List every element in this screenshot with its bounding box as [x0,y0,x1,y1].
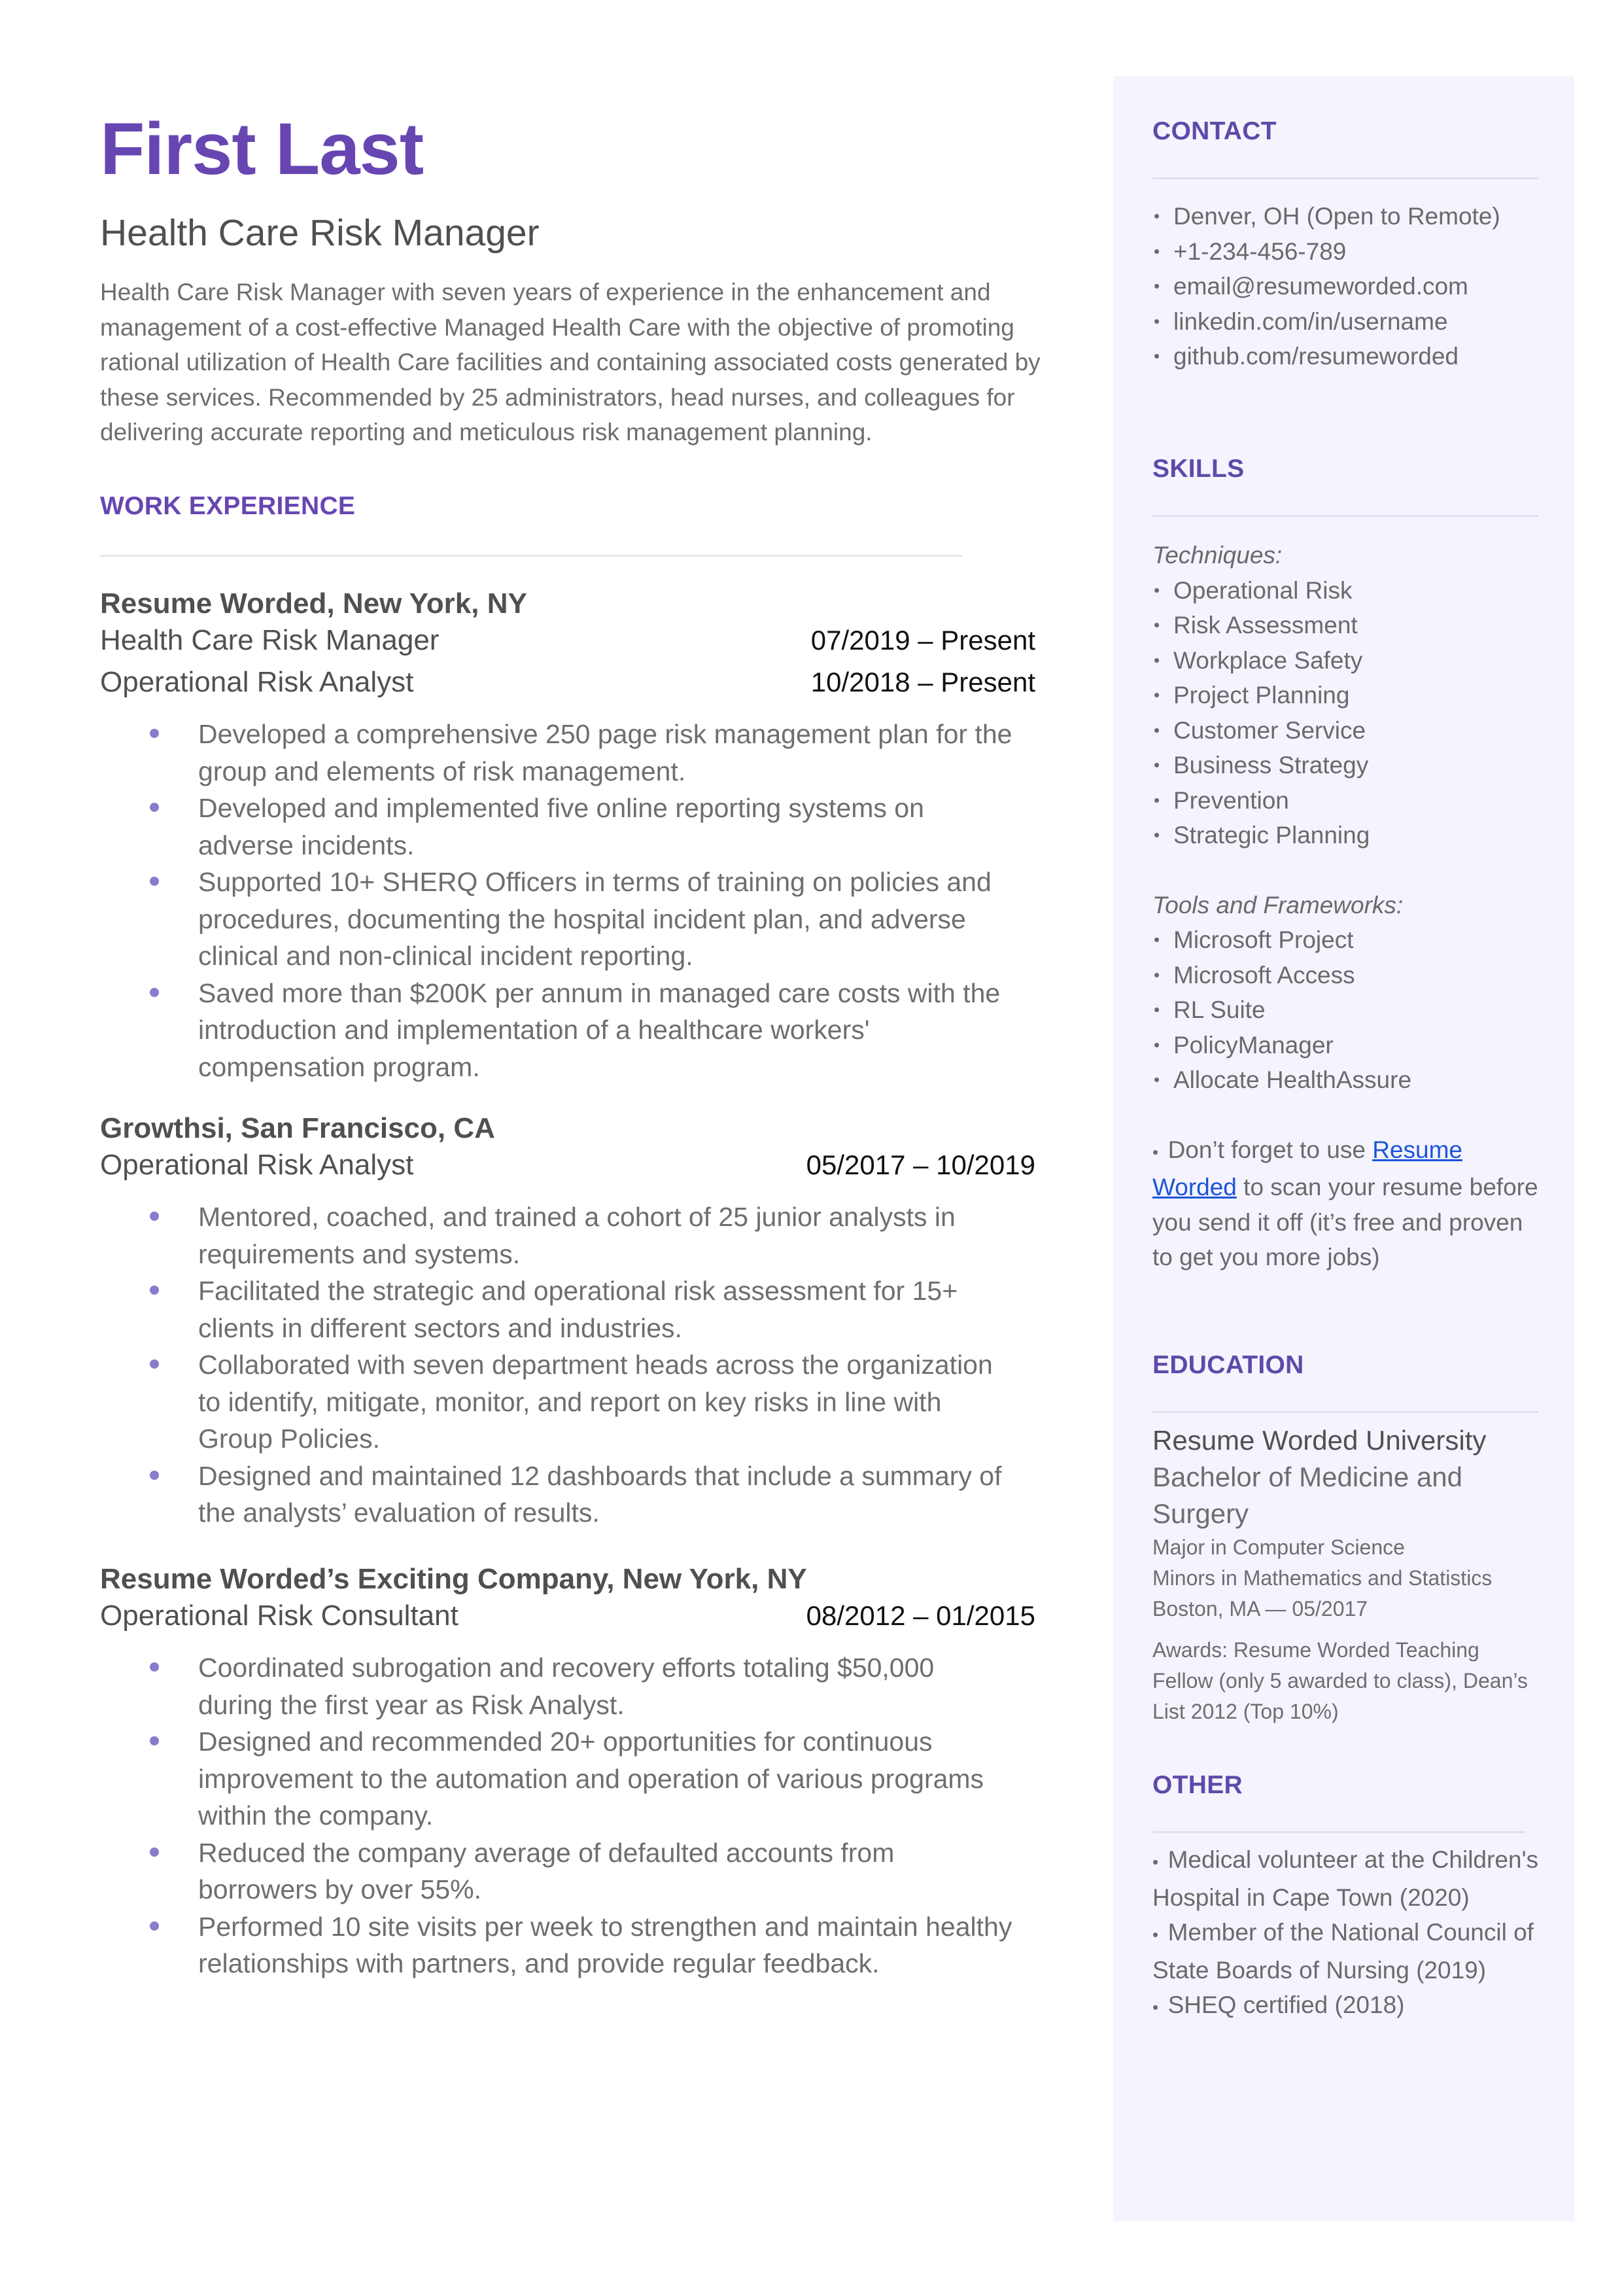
job-bullets [100,1199,1035,1532]
bullet-icon: • [1154,1070,1160,1089]
contact-linkedin[interactable] [1152,304,1545,340]
tools-list [1152,922,1545,1098]
job-dates: 05/2017 – 10/2019 [806,1149,1035,1180]
contact-list [1152,199,1545,374]
job-bullet [100,1272,1035,1346]
summary-paragraph: Health Care Risk Manager with seven years of experience in the enhancement and management of a cost-effective Managed Health Care with the objective of promoting rational utilization of Health Care facilities and containing associated costs generated by these services. Recommended by 25 administrators, head nurses, and colleagues for delivering accurate reporting and meticulous risk management planning. [100,279,1041,446]
job-bullet-text: Designed and maintained 12 dashboards that include a summary of the analysts’ evaluation of results. [198,1460,1002,1528]
candidate-headline: Health Care Risk Manager [100,212,540,254]
bullet-icon: • [1154,964,1160,985]
note-text-pre: Don’t forget to use [1167,1136,1373,1163]
bullet-icon: • [1154,241,1160,261]
education-location-date: Boston, MA — 05/2017 [1152,1597,1368,1621]
bullet-icon: • [1152,1997,1168,2017]
skill-item [1152,608,1545,643]
bullet-icon: • [1154,276,1160,296]
techniques-list [1152,573,1545,853]
skills-divider [1152,515,1538,517]
education-divider [1152,1411,1538,1413]
skill-item [1152,818,1545,853]
bullet-icon: • [1154,930,1160,949]
contact-section [1152,117,1545,374]
job-company: Resume Worded, New York, NY [100,587,527,620]
bullet-icon: • [1154,580,1160,600]
contact-phone [1152,234,1545,270]
job-bullet-text: Mentored, coached, and trained a cohort of 25 junior analysts in requirements and systems. [198,1202,956,1269]
tool-text: PolicyManager [1173,1031,1334,1059]
other-item [1152,1842,1545,1915]
bullet-dot-icon [150,988,159,997]
job-dates: 07/2019 – Present [810,625,1035,656]
contact-linkedin-link[interactable]: linkedin.com/in/username [1173,307,1448,335]
bullet-icon: • [1154,1034,1160,1055]
bullet-dot-icon [150,1212,159,1221]
job-dates: 10/2018 – Present [810,667,1035,697]
contact-location-text: Denver, OH (Open to Remote) [1173,203,1500,230]
skill-text: Risk Assessment [1173,612,1358,639]
tool-item [1152,1062,1545,1098]
education-minors: Minors in Mathematics and Statistics [1152,1566,1493,1590]
job-company: Growthsi, San Francisco, CA [100,1112,495,1144]
other-item-text: Member of the National Council of State Boards of Nursing (2019) [1152,1919,1534,1984]
bullet-dot-icon [150,1359,159,1369]
resume-worded-note [1152,1132,1545,1275]
skill-text: Prevention [1173,786,1289,814]
skill-text: Strategic Planning [1173,822,1370,849]
other-item [1152,1915,1545,1988]
job-bullets [100,1649,1035,1982]
tool-item [1152,958,1545,993]
bullet-icon: • [1154,346,1160,366]
tool-text: Microsoft Access [1173,961,1355,989]
candidate-name: First Last [100,108,424,190]
job-bullet [100,1458,1035,1532]
bullet-dot-icon [150,1848,159,1857]
bullet-icon: • [1154,790,1160,810]
skill-text: Business Strategy [1173,752,1369,779]
contact-divider [1152,177,1538,179]
job-entry-1 [100,584,1035,1085]
skill-item [1152,783,1545,818]
bullet-icon: • [1154,650,1160,670]
job-role: Health Care Risk Manager [100,624,440,656]
tool-item [1152,1028,1545,1063]
skills-heading: SKILLS [1152,455,1245,483]
skill-text: Workplace Safety [1173,646,1363,674]
bullet-dot-icon [150,1662,159,1672]
job-role: Operational Risk Analyst [100,1149,414,1181]
job-bullet-text: Coordinated subrogation and recovery efforts totaling $50,000 during the first year as Risk Analyst. [198,1653,935,1720]
education-degree: Bachelor of Medicine and Surgery [1152,1462,1462,1529]
other-section [1152,1771,1545,2025]
bullet-dot-icon [150,1921,159,1931]
job-entry-3 [100,1559,1035,1982]
skills-section [1152,455,1545,1275]
education-heading: EDUCATION [1152,1351,1304,1379]
job-bullets [100,716,1035,1085]
job-role-line [100,624,1035,666]
contact-github[interactable] [1152,339,1545,374]
bullet-dot-icon [150,729,159,738]
job-bullet [100,1199,1035,1272]
techniques-label: Techniques: [1152,542,1283,569]
skill-item [1152,748,1545,783]
bullet-icon: • [1154,755,1160,775]
bullet-dot-icon [150,1286,159,1295]
bullet-icon: • [1152,1925,1168,1944]
contact-phone-text: +1-234-456-789 [1173,237,1347,265]
job-bullet [100,1723,1035,1834]
other-list [1152,1842,1545,2025]
job-bullet [100,716,1035,790]
bullet-dot-icon [150,877,159,886]
bullet-icon: • [1154,206,1160,226]
resume-worded-link[interactable]: Resume Worded [1152,1136,1462,1200]
bullet-icon: • [1154,311,1160,331]
bullet-icon: • [1152,1142,1168,1162]
contact-heading: CONTACT [1152,117,1277,145]
contact-location [1152,199,1545,234]
skill-text: Customer Service [1173,716,1366,744]
bullet-icon: • [1152,1852,1168,1872]
bullet-dot-icon [150,803,159,812]
bullet-icon: • [1154,615,1160,635]
contact-email-link[interactable]: email@resumeworded.com [1173,273,1468,300]
education-school: Resume Worded University [1152,1425,1487,1456]
skill-text: Project Planning [1173,682,1350,709]
skill-item [1152,678,1545,713]
note-text-post: to scan your resume before you send it off (it’s free and proven to get you more jobs) [1152,1174,1538,1270]
work-experience-divider [100,555,962,557]
job-role-line [100,666,1035,708]
other-item [1152,1988,1545,2025]
tool-item [1152,992,1545,1028]
job-bullet-text: Performed 10 site visits per week to strengthen and maintain healthy relationships with partners, and provide regular feedback. [198,1911,1012,1978]
job-bullet [100,1908,1035,1982]
bullet-icon: • [1154,720,1160,740]
job-bullet-text: Reduced the company average of defaulted accounts from borrowers by over 55%. [198,1837,895,1904]
bullet-icon: • [1154,685,1160,705]
job-bullet-text: Collaborated with seven department heads across the organization to identify, mitigate, monitor, and report on key risks in line with Group Policies. [198,1350,993,1454]
tool-item [1152,922,1545,958]
education-section [1152,1351,1545,1727]
job-bullet-text: Supported 10+ SHERQ Officers in terms of training on policies and procedures, documenting the hospital incident plan, and adverse clinical and non-clinical incident reporting. [198,867,992,971]
job-role-line [100,1149,1035,1191]
bullet-dot-icon [150,1471,159,1480]
tools-label: Tools and Frameworks: [1152,891,1404,919]
contact-email[interactable] [1152,269,1545,304]
tool-text: Microsoft Project [1173,926,1354,953]
other-divider [1152,1831,1525,1833]
skill-text: Operational Risk [1173,576,1353,604]
job-bullet [100,864,1035,975]
job-role-line [100,1600,1035,1641]
tool-text: RL Suite [1173,996,1266,1023]
job-bullet [100,1649,1035,1723]
job-bullet-text: Designed and recommended 20+ opportunities for continuous improvement to the automation and operation of various programs within the company. [198,1726,984,1831]
bullet-dot-icon [150,1736,159,1745]
job-bullet [100,790,1035,864]
other-item-text: SHEQ certified (2018) [1167,1991,1405,2018]
job-bullet [100,1834,1035,1908]
education-awards: Awards: Resume Worded Teaching Fellow (only 5 awarded to class), Dean’s List 2012 (Top 10%) [1152,1638,1528,1723]
job-role: Operational Risk Analyst [100,666,414,698]
skill-item [1152,573,1545,608]
other-item-text: Medical volunteer at the Children's Hospital in Cape Town (2020) [1152,1846,1539,1911]
job-bullet-text: Developed and implemented five online reporting systems on adverse incidents. [198,793,924,860]
job-bullet [100,975,1035,1086]
education-major: Major in Computer Science [1152,1535,1405,1559]
job-company: Resume Worded’s Exciting Company, New York, NY [100,1563,807,1595]
bullet-icon: • [1154,1000,1160,1019]
bullet-icon: • [1154,825,1160,845]
sidebar [1113,77,1574,2221]
job-bullet [100,1346,1035,1458]
tool-text: Allocate HealthAssure [1173,1066,1412,1093]
job-bullet-text: Saved more than $200K per annum in managed care costs with the introduction and implementation of a healthcare workers' compensation program. [198,977,1001,1082]
job-dates: 08/2012 – 01/2015 [806,1600,1035,1631]
contact-github-link[interactable]: github.com/resumeworded [1173,343,1459,370]
skill-item [1152,643,1545,678]
skill-item [1152,713,1545,748]
work-experience-heading: WORK EXPERIENCE [100,492,356,520]
other-heading: OTHER [1152,1771,1243,1799]
job-bullet-text: Facilitated the strategic and operational risk assessment for 15+ clients in different sectors and industries. [198,1276,958,1343]
job-bullet-text: Developed a comprehensive 250 page risk management plan for the group and elements of risk management. [198,719,1012,786]
job-entry-2 [100,1108,1035,1532]
job-role: Operational Risk Consultant [100,1600,458,1632]
